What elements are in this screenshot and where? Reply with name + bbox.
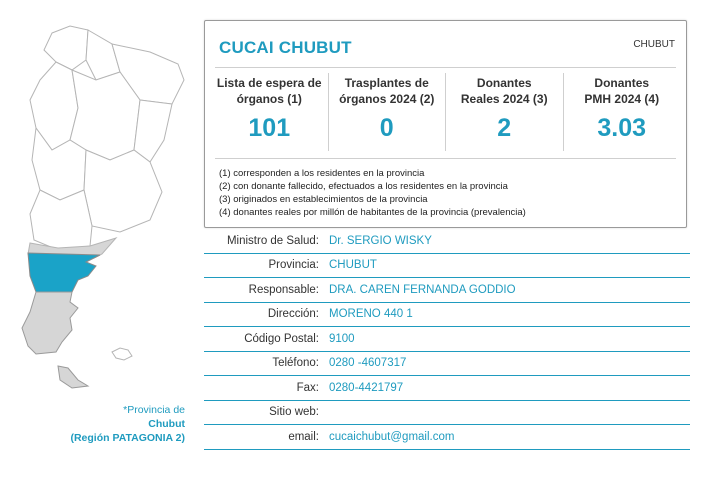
info-label: email: bbox=[288, 430, 319, 443]
map-caption-line3: (Región PATAGONIA 2) bbox=[70, 432, 185, 444]
info-value: 9100 bbox=[329, 332, 355, 345]
info-row-address bbox=[204, 303, 690, 328]
info-label: Provincia: bbox=[268, 259, 319, 272]
map-region-north-west bbox=[44, 26, 88, 70]
map-caption-line2: Chubut bbox=[148, 418, 185, 430]
contact-info-table bbox=[204, 229, 690, 450]
info-row-phone bbox=[204, 352, 690, 377]
stat-label-line1: Lista de espera de bbox=[216, 76, 322, 90]
stat-label bbox=[329, 75, 446, 107]
map-region-islands bbox=[112, 348, 132, 360]
info-row-email bbox=[204, 425, 690, 450]
footnote-4: (4) donantes reales por millón de habitantes de la provincia (prevalencia) bbox=[219, 207, 526, 218]
map-region-pampa bbox=[84, 150, 162, 232]
info-label: Teléfono: bbox=[272, 357, 319, 370]
footnote-1: (1) corresponden a los residentes en la provincia bbox=[219, 168, 425, 179]
info-label: Fax: bbox=[296, 381, 319, 394]
map-caption-line1: *Provincia de bbox=[123, 404, 185, 416]
info-label: Dirección: bbox=[267, 308, 319, 321]
divider bbox=[215, 67, 676, 68]
info-value: 0280 -4607317 bbox=[329, 357, 407, 370]
map-region-santa-cruz bbox=[22, 292, 78, 354]
footnote-3: (3) originados en establecimientos de la provincia bbox=[219, 194, 428, 205]
stat-transplants bbox=[329, 73, 447, 151]
map-caption bbox=[20, 403, 185, 445]
stat-real-donors bbox=[446, 73, 564, 151]
info-label: Sitio web: bbox=[269, 406, 319, 419]
info-row-responsible bbox=[204, 278, 690, 303]
info-row-fax bbox=[204, 376, 690, 401]
stat-label-line1: Donantes bbox=[594, 76, 650, 90]
email-link[interactable]: cucaichubut@gmail.com bbox=[329, 430, 455, 443]
info-value: DRA. CAREN FERNANDA GODDIO bbox=[329, 283, 516, 296]
stat-label-line2: Reales 2024 (3) bbox=[460, 92, 548, 106]
stat-waiting-list bbox=[211, 73, 329, 151]
summary-card bbox=[204, 20, 687, 228]
stats-row bbox=[211, 73, 680, 151]
info-label: Responsable: bbox=[248, 283, 319, 296]
info-row-website bbox=[204, 401, 690, 426]
stat-value: 3.03 bbox=[597, 114, 647, 142]
stat-donors-pmh bbox=[564, 73, 681, 151]
info-label: Ministro de Salud: bbox=[226, 234, 319, 247]
footnote-2: (2) con donante fallecido, efectuados a los residentes en la provincia bbox=[219, 181, 508, 192]
stat-value: 2 bbox=[497, 114, 512, 142]
map-region-litoral bbox=[134, 100, 172, 162]
info-value: CHUBUT bbox=[329, 259, 377, 272]
info-row-postal-code bbox=[204, 327, 690, 352]
stat-label bbox=[564, 75, 681, 107]
info-value: MORENO 440 1 bbox=[329, 308, 413, 321]
stat-label-line2: órganos 2024 (2) bbox=[339, 92, 435, 106]
map-region-chubut bbox=[28, 253, 100, 292]
card-title: CUCAI CHUBUT bbox=[219, 38, 352, 57]
stat-value: 0 bbox=[379, 114, 394, 142]
map-region-tierra-del-fuego bbox=[58, 366, 88, 388]
info-row-province bbox=[204, 254, 690, 279]
info-value: Dr. SERGIO WISKY bbox=[329, 234, 432, 247]
province-tag: CHUBUT bbox=[633, 39, 675, 50]
argentina-map-panel bbox=[0, 0, 200, 495]
stat-label-line2: PMH 2024 (4) bbox=[584, 92, 660, 106]
info-label: Código Postal: bbox=[244, 332, 319, 345]
info-value: 0280-4421797 bbox=[329, 381, 404, 394]
stat-label-line1: Trasplantes de bbox=[344, 76, 429, 90]
divider bbox=[215, 158, 676, 159]
argentina-map bbox=[0, 0, 200, 400]
stat-label bbox=[211, 75, 328, 107]
stat-label-line1: Donantes bbox=[476, 76, 532, 90]
stat-label-line2: órganos (1) bbox=[236, 92, 302, 106]
info-row-minister bbox=[204, 229, 690, 254]
stat-label bbox=[446, 75, 563, 107]
stat-value: 101 bbox=[248, 114, 291, 142]
footnotes bbox=[219, 167, 526, 219]
